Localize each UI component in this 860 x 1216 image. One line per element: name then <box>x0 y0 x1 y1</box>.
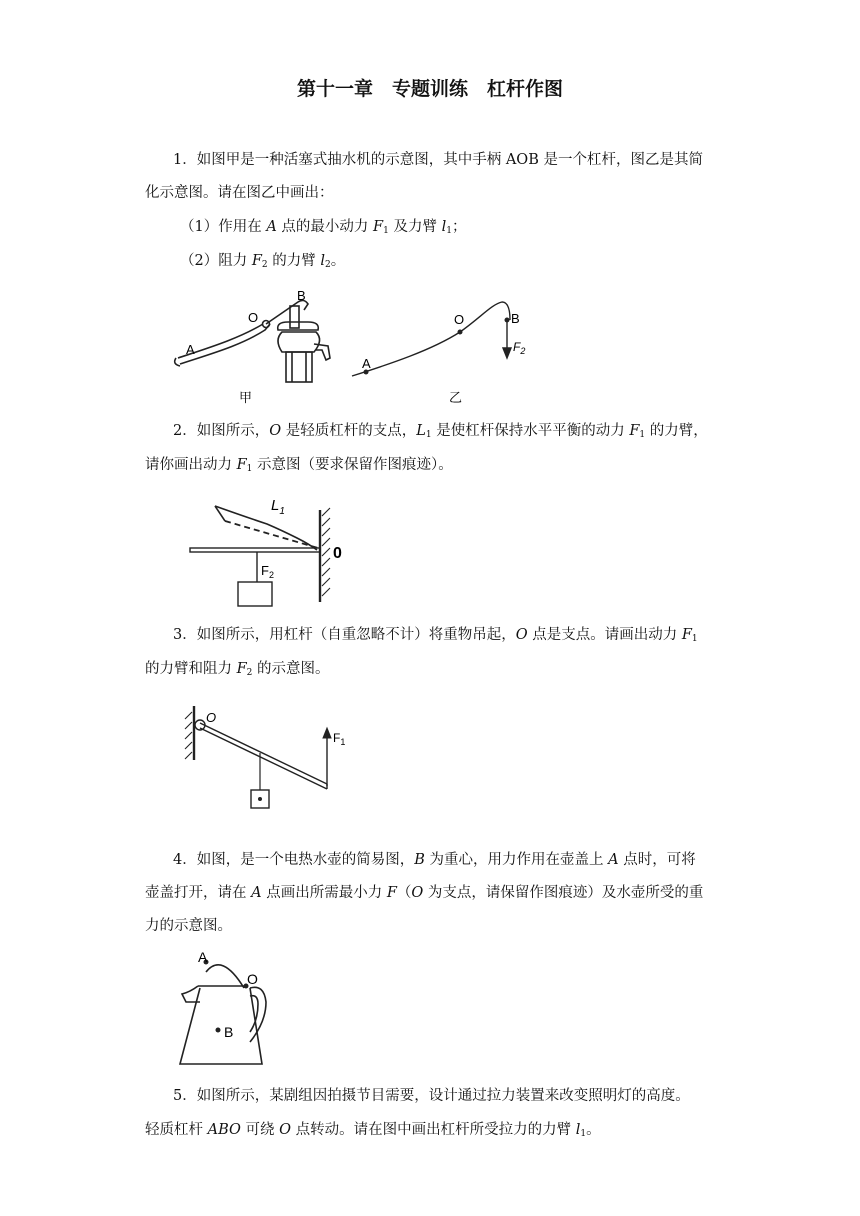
label-f2: $F_2$ <box>261 563 274 580</box>
label-jia: 甲 <box>239 390 253 405</box>
q4-text-line3: 力的示意图。 <box>145 918 232 934</box>
label-pivot-o: 0 <box>333 545 342 562</box>
q2-text-line1: 2．如图所示，O 是轻质杠杆的支点，$L_1$ 是使杠杆保持水平平衡的动力 $F_1$ 的力臂， <box>173 423 708 440</box>
label-b-yi: B <box>511 311 520 326</box>
q5-text-line2: 轻质杠杆 ABO 可绕 O 点转动。请在图中画出杠杆所受拉力的力臂 $l_1$。 <box>145 1122 601 1139</box>
q1-text-line1: 1．如图甲是一种活塞式抽水机的示意图，其中手柄 AOB 是一个杠杆，图乙是其简 <box>173 152 703 168</box>
label-b-q4: B <box>224 1024 234 1040</box>
label-o-yi: O <box>454 312 465 327</box>
label-f2-yi: $F_2$ <box>513 340 526 356</box>
label-a-jia: A <box>186 342 195 357</box>
q1-item2: （2）阻力 $F_2$ 的力臂 $l_2$。 <box>180 253 346 270</box>
page-title: 第十一章 专题训练 杠杆作图 <box>296 78 563 100</box>
label-a-yi: A <box>362 356 371 371</box>
q2-text-line2: 请你画出动力 $F_1$ 示意图（要求保留作图痕迹）。 <box>145 457 453 474</box>
label-o-jia: O <box>248 310 259 325</box>
q3-text-line2: 的力臂和阻力 $F_2$ 的示意图。 <box>145 661 330 678</box>
q1-text-line2: 化示意图。请在图乙中画出： <box>145 185 334 201</box>
q5-text-line1: 5．如图所示，某剧组因拍摄节目需要，设计通过拉力装置来改变照明灯的高度。 <box>173 1088 690 1104</box>
label-l1: $L_1$ <box>271 497 285 517</box>
q2-figure <box>185 490 365 610</box>
q1-item1: （1）作用在 A 点的最小动力 $F_1$ 及力臂 $l_1$； <box>180 219 467 236</box>
label-a-q4: A <box>198 949 208 965</box>
q4-text-line2: 壶盖打开，请在 A 点画出所需最小力 F（O 为支点，请保留作图痕迹）及水壶所受的重 <box>145 885 704 901</box>
label-o-q3: O <box>206 710 217 725</box>
q3-figure <box>180 700 360 816</box>
label-o-q4: O <box>247 971 258 987</box>
label-f1-q3: $F_1$ <box>333 731 346 747</box>
simplified-lever <box>352 302 511 376</box>
label-yi: 乙 <box>449 390 463 405</box>
label-b-jia: B <box>297 288 306 303</box>
q4-figure <box>172 946 282 1074</box>
q1-figure <box>170 286 550 408</box>
q3-text-line1: 3．如图所示，用杠杆（自重忽略不计）将重物吊起，O 点是支点。请画出动力 $F_1$ <box>173 627 698 644</box>
q4-text-line1: 4．如图，是一个电热水壶的简易图，B 为重心，用力作用在壶盖上 A 点时，可将 <box>173 852 696 868</box>
